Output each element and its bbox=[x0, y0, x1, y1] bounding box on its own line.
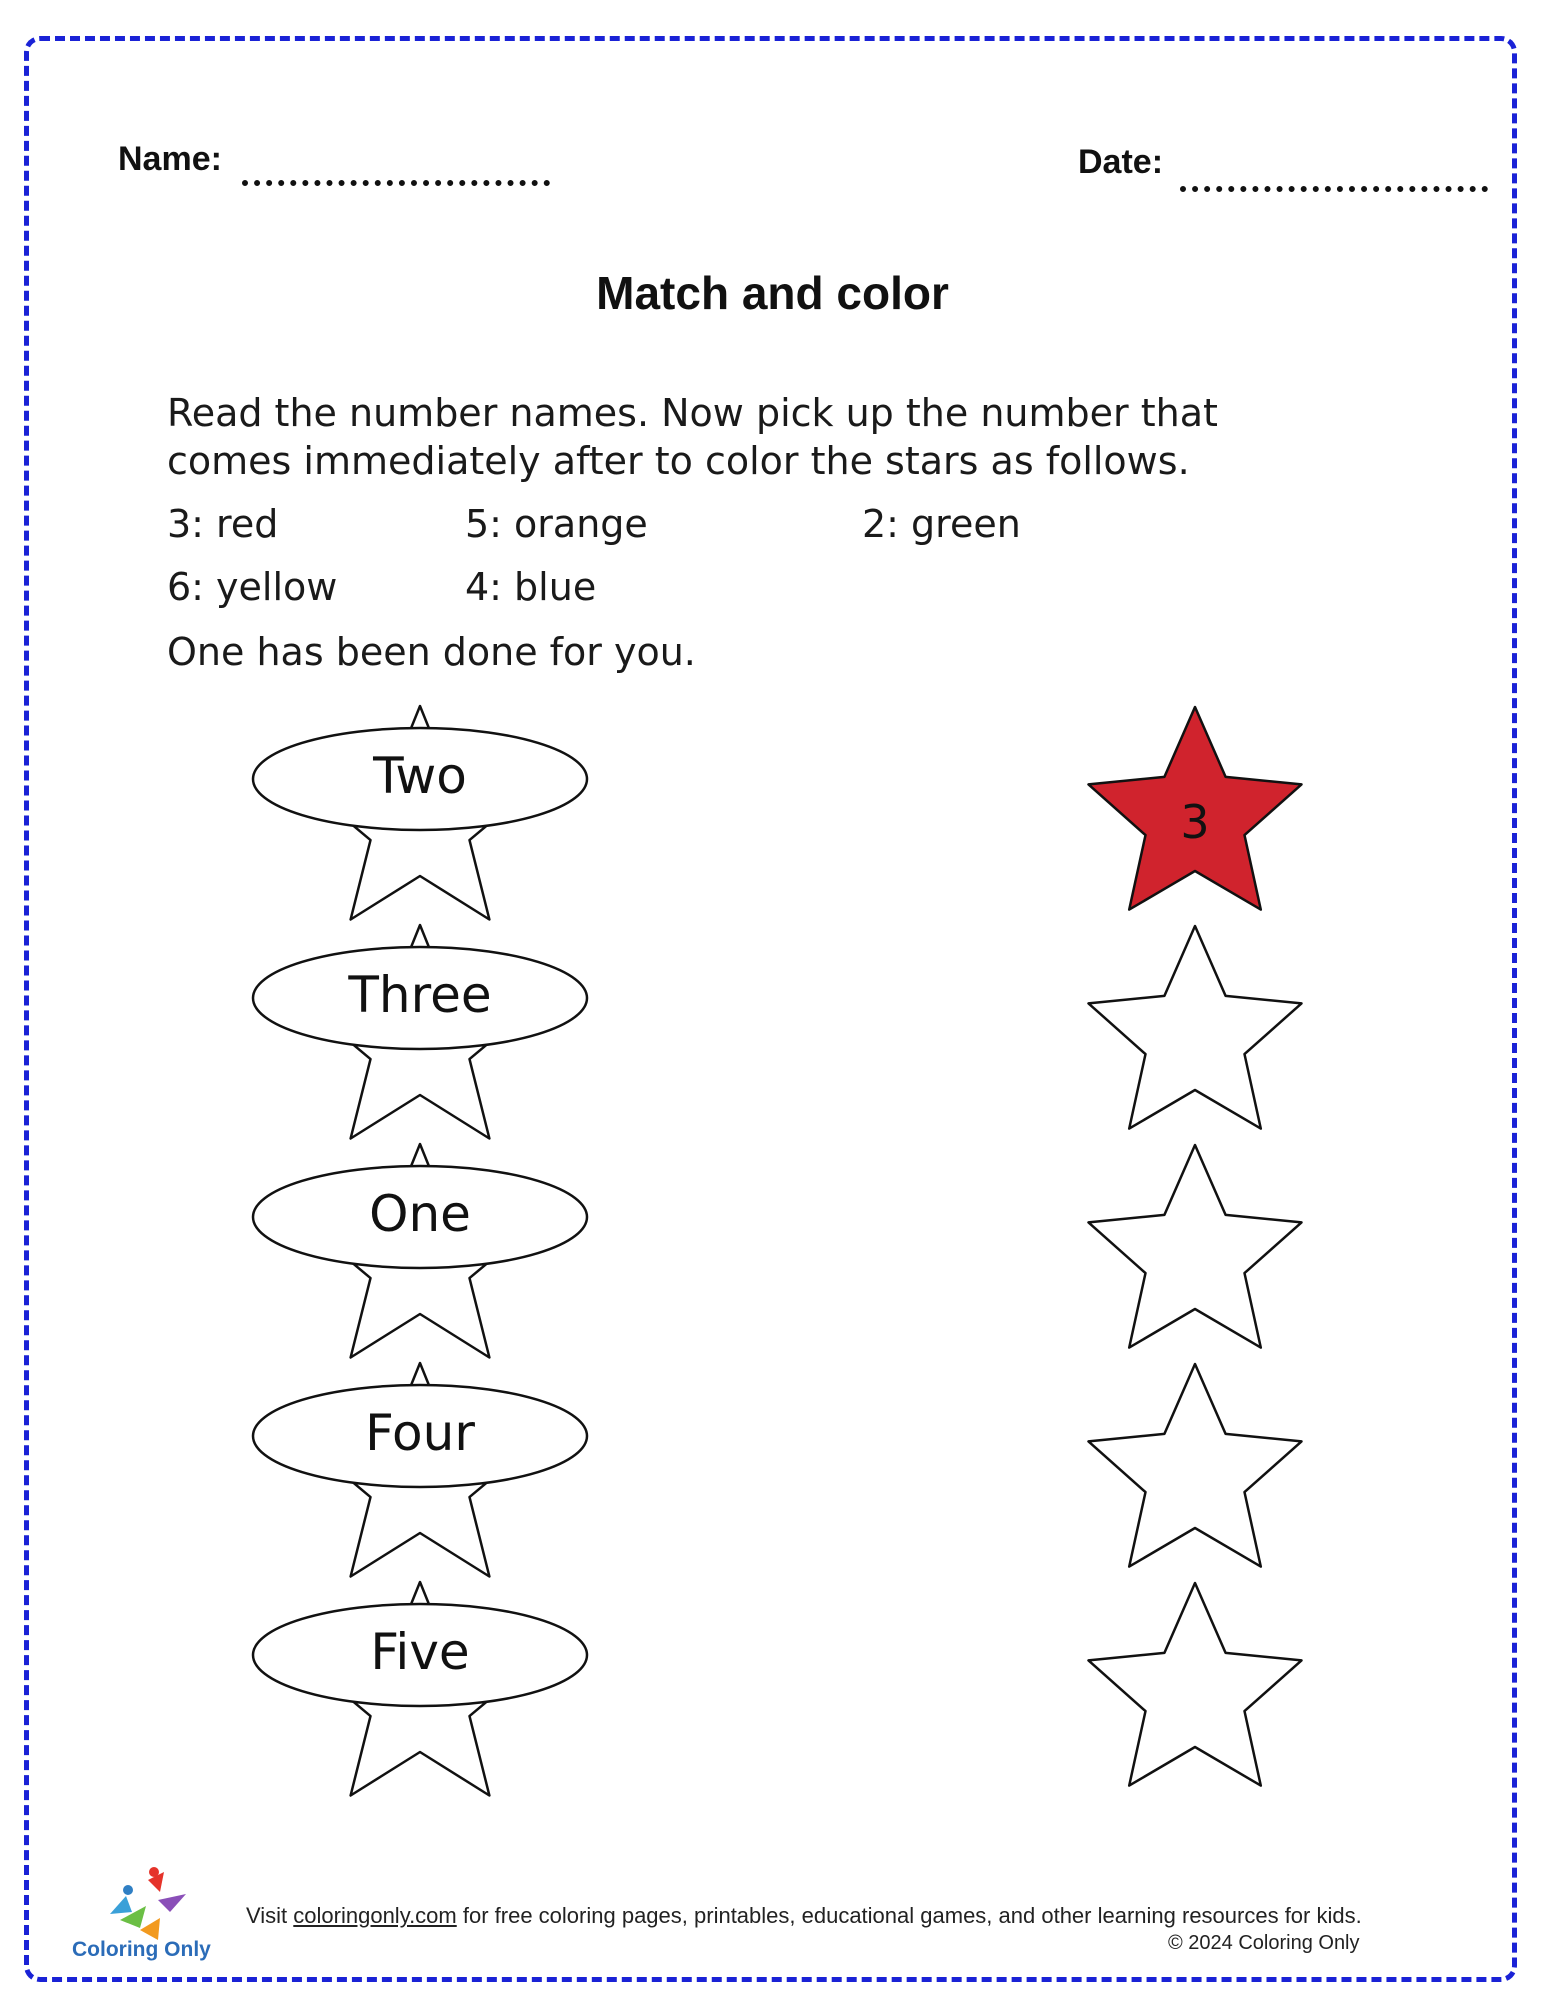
color-key-orange: 5: orange bbox=[465, 502, 648, 546]
color-key-red: 3: red bbox=[167, 502, 279, 546]
date-label: Date: bbox=[1078, 143, 1164, 181]
instruction-note: One has been done for you. bbox=[167, 630, 696, 674]
star-number: 3 bbox=[1180, 795, 1210, 849]
number-word: Five bbox=[370, 1623, 470, 1681]
color-key-green: 2: green bbox=[862, 502, 1021, 546]
coloring-only-logo-icon bbox=[110, 1867, 186, 1940]
number-word: Three bbox=[348, 966, 492, 1024]
copyright: © 2024 Coloring Only bbox=[1168, 1932, 1360, 1954]
name-label: Name: bbox=[118, 140, 222, 178]
footer-rest: for free coloring pages, printables, educational games, and other learning resources for kids. bbox=[462, 1903, 1362, 1928]
logo-text: Coloring Only bbox=[72, 1938, 211, 1961]
coloring-star-icon[interactable] bbox=[1089, 1145, 1302, 1348]
coloring-star-icon[interactable] bbox=[1089, 926, 1302, 1129]
number-word: One bbox=[369, 1185, 471, 1243]
color-key-yellow: 6: yellow bbox=[167, 565, 338, 609]
coloring-star-icon[interactable] bbox=[1089, 1364, 1302, 1567]
footer-link[interactable]: coloringonly.com bbox=[293, 1903, 457, 1928]
page-title: Match and color bbox=[596, 267, 949, 319]
coloring-star-icon[interactable] bbox=[1089, 1583, 1302, 1786]
instruction-line-2: comes immediately after to color the stars as follows. bbox=[167, 439, 1190, 483]
number-word: Four bbox=[365, 1404, 475, 1462]
footer-text bbox=[246, 1900, 1426, 1932]
footer-visit: Visit bbox=[246, 1903, 288, 1928]
number-word: Two bbox=[373, 747, 467, 805]
instruction-line-1: Read the number names. Now pick up the number that bbox=[167, 391, 1218, 435]
color-key-blue: 4: blue bbox=[465, 565, 597, 609]
